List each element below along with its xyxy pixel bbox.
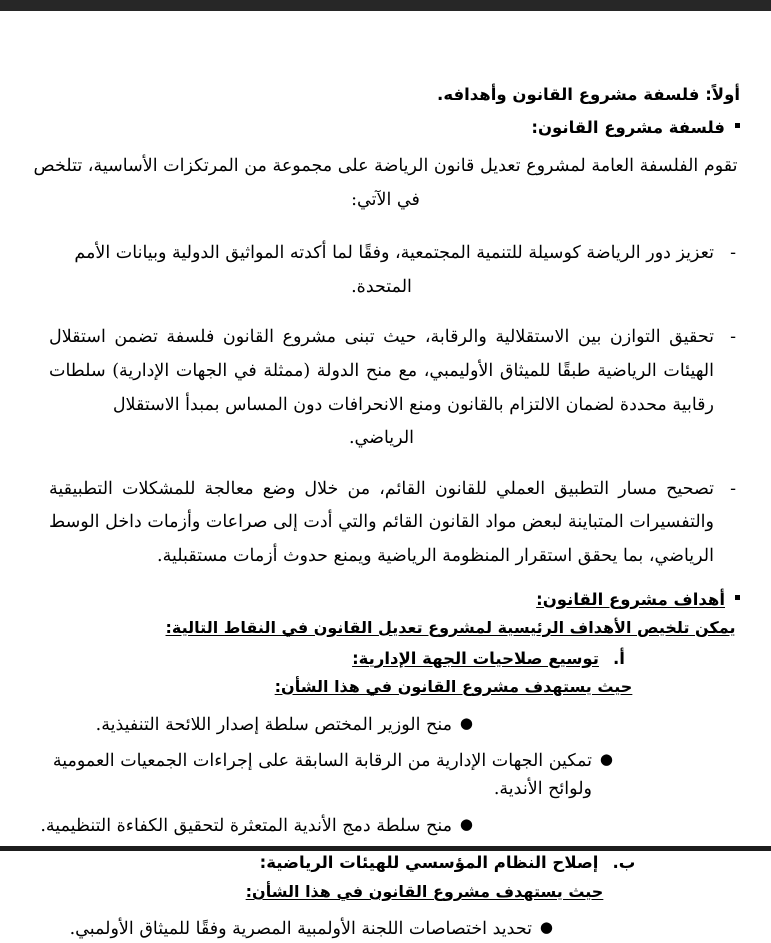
objectives-intro	[31, 609, 740, 637]
round-bullet-icon: ●	[459, 814, 473, 833]
list-item	[31, 915, 562, 943]
dash-marker-icon: -	[730, 327, 736, 348]
list-item	[31, 711, 482, 739]
bullet-text: منح الوزير المختص سلطة إصدار اللائحة التنفيذية.	[95, 714, 452, 735]
heading-philosophy	[31, 104, 740, 137]
section-heading-first: أولاً: فلسفة مشروع القانون وأهدافه.	[437, 85, 740, 104]
document-body	[0, 11, 771, 939]
subsection-a-bullets	[31, 696, 740, 840]
heading-philosophy-label: فلسفة مشروع القانون:	[531, 118, 725, 137]
intro-line-2: في الآتي:	[351, 189, 420, 210]
bullet-text: تحديد اختصاصات اللجنة الأولمبية المصرية وفقًا للميثاق الأولمبي.	[69, 918, 532, 939]
dash-marker-icon: -	[730, 478, 736, 499]
subsection-lead-a	[31, 668, 740, 696]
principle-text: تحقيق التوازن بين الاستقلالية والرقابة، حيث تبنى مشروع القانون فلسفة تضمن استقلال الهيئات الرياضية طبقًا للميثاق الأوليمبي، مع منح الدولة (ممثلة في الجهات الإدارية) سلطات رقابية محددة لضمان الالتزام بالقانون ومنع الانحرافات دون المساس بمبدأ الاستقلال	[49, 327, 714, 415]
subsection-lead-b	[31, 872, 740, 901]
round-bullet-icon: ●	[459, 713, 473, 732]
principle-text: تصحيح مسار التطبيق العملي للقانون القائم، من خلال وضع معالجة للمشكلات التطبيقية والتفسيرات المتباينة لبعض مواد القانون القائم والتي أدت إلى صراعات وأزمات داخل الوسط الرياضي، بما يحقق استقرار المنظومة الرياضية ويمنع حدوث أزمات مستقبلية.	[49, 478, 714, 566]
bottom-edge-bar	[0, 846, 771, 851]
subsection-label-b: ب.	[612, 852, 636, 872]
heading-objectives	[31, 574, 740, 609]
principles-list	[31, 237, 740, 573]
heading-objectives-label: أهداف مشروع القانون:	[536, 589, 725, 609]
principle-tail: الرياضي.	[348, 428, 415, 449]
list-item	[31, 812, 482, 840]
list-item	[31, 237, 740, 304]
principle-tail: المتحدة.	[351, 276, 412, 297]
intro-line-1: تقوم الفلسفة العامة لمشروع تعديل قانون الرياضة على مجموعة من المرتكزات الأساسية، تتلخص	[33, 156, 738, 176]
objectives-intro-label: يمكن تلخيص الأهداف الرئيسية لمشروع تعديل القانون في النقاط التالية:	[165, 617, 736, 637]
bullet-text: تمكين الجهات الإدارية من الرقابة السابقة على إجراءات الجمعيات العمومية ولوائح الأندية.	[52, 750, 592, 800]
subsection-label-a: أ.	[612, 648, 625, 668]
round-bullet-icon: ●	[599, 749, 613, 768]
list-item	[31, 473, 740, 574]
subsection-b-bullets	[31, 901, 740, 943]
list-item	[31, 321, 740, 455]
subsection-lead-b-label: حيث يستهدف مشروع القانون في هذا الشأن:	[245, 881, 604, 901]
round-bullet-icon: ●	[539, 917, 553, 936]
subsection-title-a: توسيع صلاحيات الجهة الإدارية:	[352, 648, 599, 668]
list-item	[31, 747, 622, 804]
square-bullet-icon	[735, 123, 740, 128]
subsection-title-b: إصلاح النظام المؤسسي للهيئات الرياضية:	[259, 852, 599, 872]
top-edge-bar	[0, 0, 771, 11]
subsection-heading-a	[31, 637, 740, 668]
subsection-lead-a-label: حيث يستهدف مشروع القانون في هذا الشأن:	[274, 676, 633, 696]
subsection-heading-b	[31, 840, 740, 872]
principle-text: تعزيز دور الرياضة كوسيلة للتنمية المجتمعية، وفقًا لما أكدته المواثيق الدولية وبيانات الأمم	[74, 243, 714, 264]
dash-marker-icon: -	[730, 243, 736, 264]
bullet-text: منح سلطة دمج الأندية المتعثرة لتحقيق الكفاءة التنظيمية.	[40, 815, 452, 836]
square-bullet-icon	[735, 595, 740, 600]
intro-paragraph	[31, 137, 740, 217]
